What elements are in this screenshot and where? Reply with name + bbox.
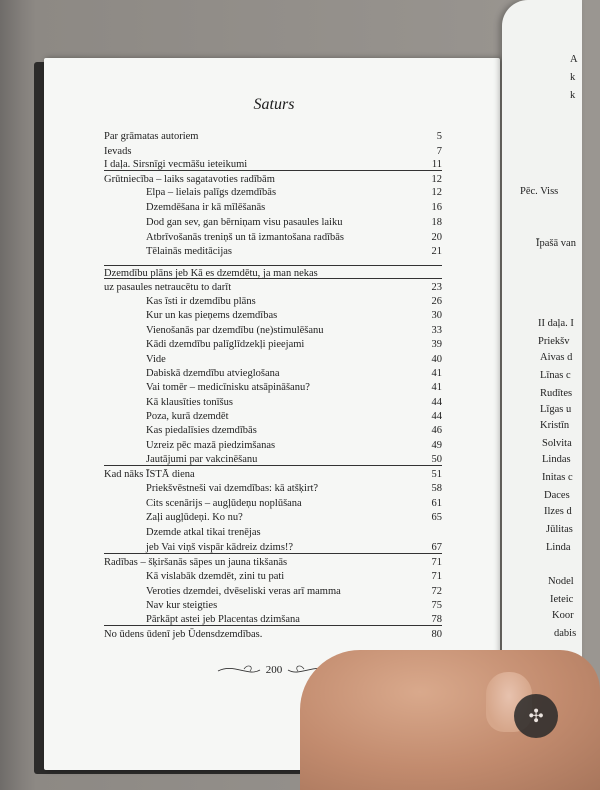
toc-entry-title: Nav kur steigties [146,600,218,611]
toc-entry-page: 41 [431,368,442,379]
right-page-fragment: Solvita [542,438,572,449]
section-rule [104,465,442,466]
toc-entry-title: Dabiskā dzemdību atvieglošana [146,368,280,379]
right-page-fragment: Rudītes [540,388,573,399]
right-page-fragment: k [570,90,576,101]
toc-entry-title: Kas īsti ir dzemdību plāns [146,296,256,307]
right-page-fragment: Līgas u [540,404,572,415]
toc-entry-page: 7 [436,146,442,157]
right-page-fragment: Linda [546,542,571,553]
toc-entry-title: Dod gan sev, gan bērniņam visu pasaules laiku [146,217,343,228]
section-rule [104,265,442,266]
toc-entry-title: Pārkāpt astei jeb Placentas dzimšana [146,614,300,625]
toc-entry-title: I daļa. Sirsnīgi vecmāšu ieteikumi [104,159,248,170]
toc-entry-title: Jautājumi par vakcinēšanu [146,454,258,465]
toc-entry-title: Ievads [104,146,132,157]
toc-entry-page: 11 [431,159,442,170]
right-page-fragment: dabis [554,628,577,639]
toc-entry-title: Radības – šķiršanās sāpes un jauna tikšanās [104,557,288,568]
toc-entry-page: 26 [431,296,442,307]
toc-entry-page: 20 [431,232,442,243]
section-rule [104,170,442,171]
right-page-fragment: Līnas c [540,370,571,381]
right-page-fragment: Nodel [548,576,574,587]
toc-entry-page: 40 [431,354,442,365]
toc-entry-title: Priekšvēstneši vai dzemdības: kā atšķirt? [146,483,319,494]
toc-entry-title: Kas piedalīsies dzemdībās [146,425,257,436]
toc-entry-page: 58 [431,483,442,494]
section-rule [104,625,442,626]
toc-entry-page: 41 [431,382,442,393]
right-page-fragment: Daces [544,490,570,501]
toc-entry-page: 72 [431,586,442,597]
toc-entry-title: Vienošanās par dzemdību (ne)stimulēšanu [146,325,324,336]
toc-entry-title: Dzemde atkal tikai trenējas [146,527,261,538]
toc-entry-title: Atbrīvošanās treniņš un tā izmantošana radībās [146,232,344,243]
toc-entry-title: Elpa – lielais palīgs dzemdībās [146,187,277,198]
toc-entry-title: Kur un kas pieņems dzemdības [146,310,278,321]
toc-entry-page: 12 [431,174,442,185]
right-page-fragment: A [570,54,578,65]
watermark-logo-icon: ✣ [514,694,558,738]
toc-entry-page: 49 [431,440,442,451]
right-page-fragment: Ieteic [550,594,574,605]
toc-entry-title: Par grāmatas autoriem [104,131,199,142]
toc-entry-page: 80 [431,629,442,640]
toc-entry-title: Poza, kurā dzemdēt [146,411,229,422]
toc-entry-title: jeb Vai viņš vispār kādreiz dzims!? [146,542,294,553]
right-page-fragment: Pēc. Viss [520,186,559,197]
toc-entry-page: 12 [431,187,442,198]
toc-entry-page: 61 [431,498,442,509]
toc-entry-title: Kā klausīties tonīšus [146,397,233,408]
toc-entry-page: 75 [431,600,442,611]
toc-entry-title: No ūdens ūdenī jeb Ūdensdzemdības. [104,629,263,640]
toc-entry-page: 67 [431,542,442,553]
toc-entry-title: Veroties dzemdei, dvēseliski veras arī mamma [146,586,341,597]
toc-entry-page: 51 [431,469,442,480]
right-page-fragment: Kristīn [540,420,570,431]
toc-entry-title: Tēlainās meditācijas [146,246,233,257]
right-page-fragment: Ilzes d [544,506,572,517]
toc-entry-title: Vai tomēr – medicīnisku atsāpināšanu? [146,382,310,393]
right-page-fragment: Initas c [542,472,573,483]
toc-entry-title: uz pasaules netraucētu to darīt [104,282,232,293]
right-page-fragment: Priekšv [538,336,570,347]
toc-entry-page: 16 [431,202,442,213]
toc-entry-page: 39 [431,339,442,350]
toc-entry-page: 65 [431,512,442,523]
section-rule [104,553,442,554]
toc-entry-title: Kādi dzemdību palīglīdzekļi pieejami [146,339,305,350]
toc-entry-page: 71 [431,557,442,568]
right-page-fragment: k [570,72,576,83]
right-page-fragment: Jūlitas [546,524,573,535]
right-page-fragment: Lindas [542,454,571,465]
toc-entry-title: Grūtniecība – laiks sagatavoties radībām [104,174,275,185]
right-page-fragment: II daļa. I [538,318,574,329]
toc-entry-page: 21 [431,246,442,257]
toc-entry-page: 44 [431,397,442,408]
toc-entry-page: 23 [431,282,442,293]
toc-entry-page: 30 [431,310,442,321]
toc-heading: Saturs [253,96,295,113]
toc-entry-page: 18 [431,217,442,228]
toc-entry-title: Zaļi augļūdeņi. Ko nu? [146,512,243,523]
toc-entry-page: 33 [431,325,442,336]
toc-entry-title: Vide [146,354,166,365]
toc-entry-page: 5 [436,131,442,142]
right-page-fragment: Īpašā van [536,238,576,249]
toc-entry-page: 44 [431,411,442,422]
page-number: 200 [265,664,283,676]
toc-entry-title: Kā vislabāk dzemdēt, zini tu pati [146,571,285,582]
toc-entry-title: Dzemdību plāns jeb Kā es dzemdētu, ja man nekas [104,268,318,279]
toc-entry-page: 46 [431,425,442,436]
section-rule [104,278,442,279]
right-page-fragment: Koor [552,610,574,621]
toc-entry-page: 71 [431,571,442,582]
toc-entry-page: 78 [431,614,442,625]
toc-entry-title: Uzreiz pēc mazā piedzimšanas [146,440,276,451]
toc-entry-title: Kad nāks ĪSTĀ diena [104,469,195,480]
toc-entry-title: Dzemdēšana ir kā mīlēšanās [146,202,266,213]
toc-entry-page: 50 [431,454,442,465]
toc-entry-title: Cits scenārijs – augļūdeņu noplūšana [146,498,302,509]
right-page-fragment: Aivas d [540,352,573,363]
